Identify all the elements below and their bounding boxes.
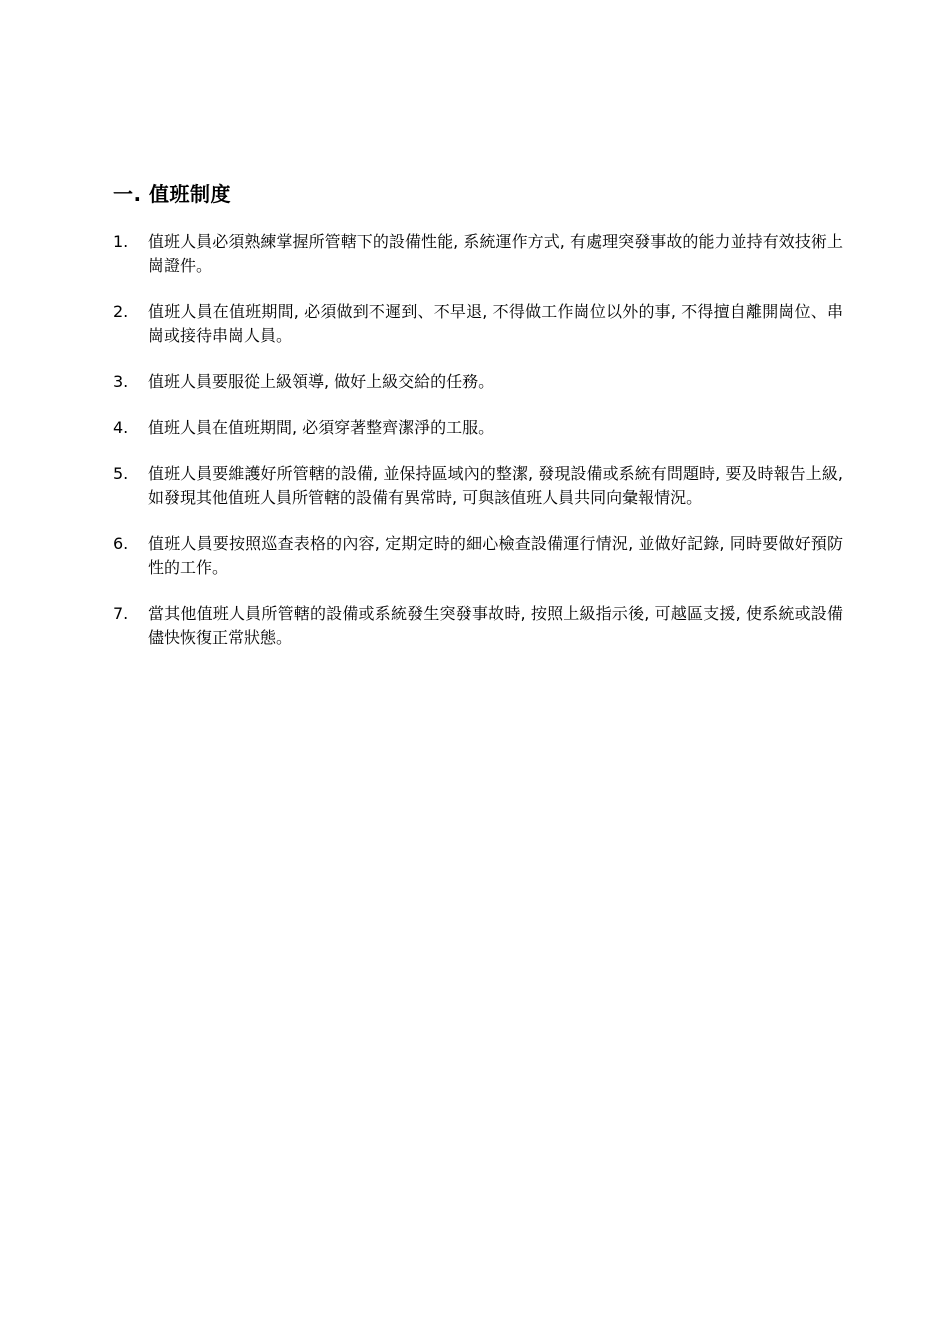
list-item-number: 4. [113, 418, 129, 437]
list-item-text: 值班人員在值班期間, 必須做到不遲到、不早退, 不得做工作崗位以外的事, 不得擅自離開崗位、串崗或接待串崗人員。 [148, 302, 843, 345]
list-item-text: 值班人員要服從上級領導, 做好上級交給的任務。 [148, 372, 495, 391]
list-item-text: 值班人員必須熟練掌握所管轄下的設備性能, 系統運作方式, 有處理突發事故的能力並持有效技術上崗證件。 [148, 232, 843, 275]
list-item-number: 2. [113, 302, 129, 321]
section-heading: 一. 值班制度 [113, 182, 232, 206]
document-content [113, 180, 843, 672]
rule-list [113, 230, 843, 650]
list-item-number: 3. [113, 372, 129, 391]
list-item [113, 230, 843, 278]
list-item-number: 6. [113, 534, 129, 553]
list-item-number: 5. [113, 464, 129, 483]
list-item [113, 370, 843, 394]
list-item-text: 值班人員要維護好所管轄的設備, 並保持區域內的整潔, 發現設備或系統有問題時, 要及時報告上級, 如發現其他值班人員所管轄的設備有異常時, 可與該值班人員共同向彙報情況。 [148, 464, 843, 507]
list-item [113, 462, 843, 510]
list-item-number: 1. [113, 232, 129, 251]
list-item [113, 532, 843, 580]
list-item-text: 當其他值班人員所管轄的設備或系統發生突發事故時, 按照上級指示後, 可越區支援, 使系統或設備儘快恢復正常狀態。 [148, 604, 843, 647]
list-item-number: 7. [113, 604, 129, 623]
list-item [113, 416, 843, 440]
list-item-text: 值班人員在值班期間, 必須穿著整齊潔淨的工服。 [148, 418, 495, 437]
list-item-text: 值班人員要按照巡查表格的內容, 定期定時的細心檢查設備運行情況, 並做好記錄, 同時要做好預防性的工作。 [148, 534, 843, 577]
list-item [113, 602, 843, 650]
list-item [113, 300, 843, 348]
